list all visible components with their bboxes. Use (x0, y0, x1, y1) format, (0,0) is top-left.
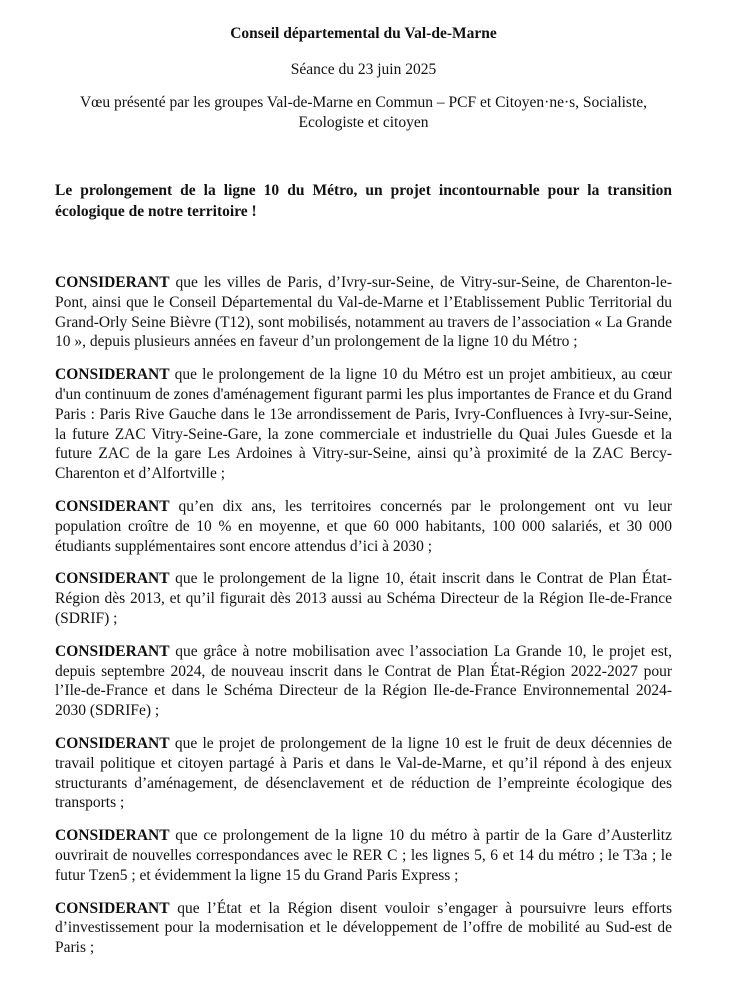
document-page (55, 22, 672, 971)
considerant-text: que ce prolongement de la ligne 10 du métro à partir de la Gare d’Austerlitz ouvrirait de nouvelles correspondances avec le RER C ; les lignes 5, 6 et 14 du métro ; le T3a ; le futur Tzen5 ; et évidemment la ligne 15 du Grand Paris Express ; (55, 827, 672, 884)
considerant-text: que le prolongement de la ligne 10 du Métro est un projet ambitieux, au cœur d'un continuum de zones d'aménagement figurant parmi les plus importantes de France et du Grand Paris : Paris Rive Gauche dans le 13e arrondissement de Paris, Ivry-Confluences à Ivry-sur-Seine, la future ZAC Vitry-Seine-Gare, la zone commerciale et industrielle du Quai Jules Guesde et la future ZAC de la gare Les Ardoines à Vitry-sur-Seine, ainsi qu’à proximité de la ZAC Bercy-Charenton et d’Alfortville ; (55, 366, 672, 483)
considerant-keyword: CONSIDERANT (55, 274, 170, 291)
considerant-paragraph (55, 365, 672, 484)
considerant-keyword: CONSIDERANT (55, 642, 170, 660)
session-date: Séance du 23 juin 2025 (290, 61, 437, 78)
considerant-text: que le projet de prolongement de la ligne 10 est le fruit de deux décennies de travail politique et citoyen partagé à Paris et dans le Val-de-Marne, et qu’il répond à des enjeux structurants d’aménagement, de désenclavement et de réduction de l’empreinte écologique des transports ; (55, 734, 672, 812)
considerant-text: que les villes de Paris, d’Ivry-sur-Seine, de Vitry-sur-Seine, de Charenton-le-Pont, ainsi que le Conseil Départemental du Val-de-Marne et l’Etablissement Public Territorial du Grand-Orly Seine Bièvre (T12), sont mobilisés, notamment au travers de l’association « La Grande 10 », depuis plusieurs années en faveur d’un prolongement de la ligne 10 du Métro ; (55, 274, 672, 351)
considerant-paragraph (55, 642, 672, 721)
considerant-paragraph (55, 734, 672, 813)
voeu-presenters (47, 93, 680, 133)
motion-title: Le prolongement de la ligne 10 du Métro, un projet incontournable pour la transition écologique de notre territoire ! (55, 182, 672, 220)
considerant-keyword: CONSIDERANT (55, 899, 170, 917)
considerant-keyword: CONSIDERANT (55, 366, 170, 384)
considerant-text: qu’en dix ans, les territoires concernés par le prolongement ont vu leur population croître de 10 % en moyenne, et que 60 000 habitants, 100 000 salariés, et 30 000 étudiants supplémentaires sont encore attendus d’ici à 2030 ; (55, 497, 672, 555)
voeu-presenters-line-2: Ecologiste et citoyen (298, 114, 429, 131)
considerants-list (55, 273, 672, 958)
considerant-keyword: CONSIDERANT (55, 497, 170, 515)
considerant-paragraph (55, 569, 672, 628)
considerant-text: que le prolongement de la ligne 10, était inscrit dans le Contrat de Plan État-Région dès 2013, et qu’il figurait dès 2013 aussi au Schéma Directeur de la Région Ile-de-France (SDRIF) ; (55, 570, 672, 627)
considerant-paragraph (55, 497, 672, 556)
considerant-keyword: CONSIDERANT (55, 734, 170, 752)
considerant-text: que grâce à notre mobilisation avec l’association La Grande 10, le projet est, depuis septembre 2024, de nouveau inscrit dans le Contrat de Plan État-Région 2022-2027 pour l’Ile-de-France et dans le Schéma Directeur de la Région Ile-de-France Environnemental 2024-2030 (SDRIFe) ; (55, 642, 672, 720)
considerant-paragraph (55, 273, 672, 352)
considerant-paragraph (55, 899, 672, 958)
considerant-text: que l’État et la Région disent vouloir s’engager à poursuivre leurs efforts d’investissement pour la modernisation et le développement de l’offre de mobilité au Sud-est de Paris ; (55, 899, 672, 957)
document-header (55, 22, 672, 133)
considerant-paragraph (55, 826, 672, 885)
considerant-keyword: CONSIDERANT (55, 570, 170, 588)
voeu-presenters-line-1: Vœu présenté par les groupes Val-de-Marne en Commun – PCF et Citoyen·ne·s, Socialiste, (79, 94, 648, 111)
considerant-keyword: CONSIDERANT (55, 827, 170, 845)
institution-title: Conseil départemental du Val-de-Marne (230, 25, 497, 42)
